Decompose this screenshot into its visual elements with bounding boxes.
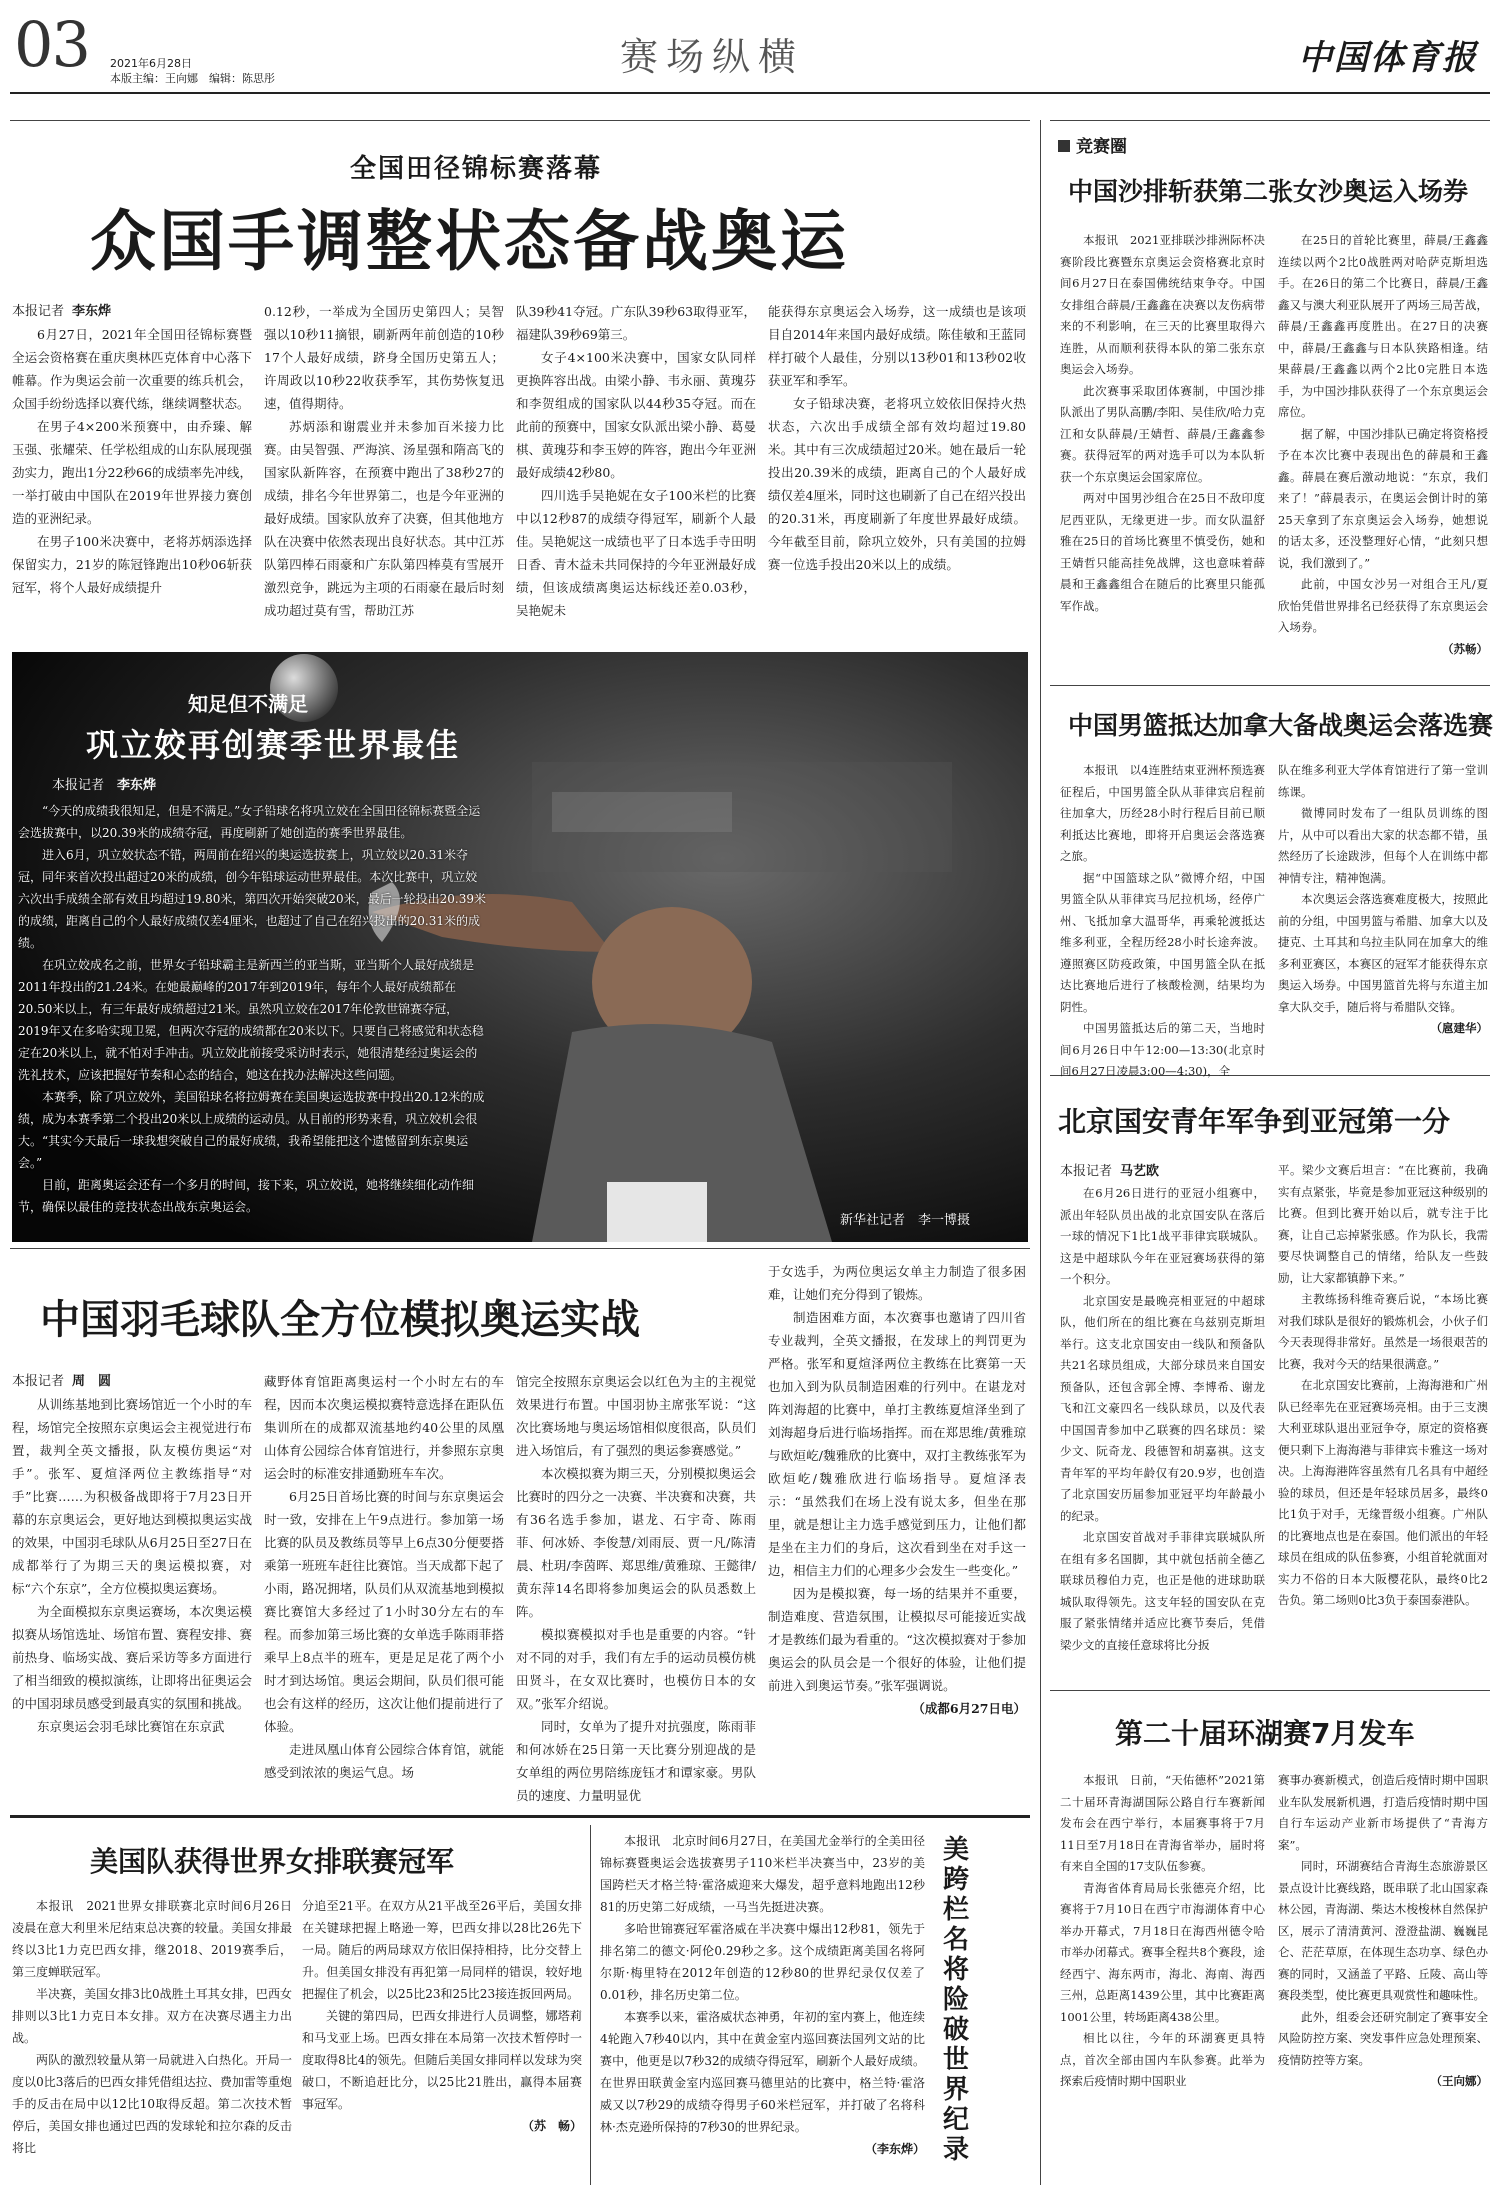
paragraph: 两队的激烈较量从第一局就进入白热化。开局一度以0比3落后的巴西女排凭借组达拉、费加雷等重炮手的反击在局中以12比10取得反超。第二次技术暂停后，美国女排也通过巴西的发球轮和拉尔森的反击将比 — [12, 2053, 292, 2155]
paragraph: 此前，中国女沙另一对组合王凡/夏欣怡凭借世界排名已经获得了东京奥运会入场券。 — [1278, 577, 1488, 634]
volleyball-credit: （苏 畅） — [521, 2119, 582, 2133]
paragraph: 能获得东京奥运会入场券，这一成绩也是该项目自2014年来国内最好成绩。陈佳敏和王蓝同样打破个人最佳，分别以13秒01和13秒02收获亚军和季军。 — [768, 304, 1026, 388]
paragraph: 在男子4×200米预赛中，由乔臻、解玉强、张耀荣、任学松组成的山东队展现强劲实力，跑出1分22秒66的成绩率先冲线，一举打破由中国队在2019年世界接力赛创造的亚洲纪录。 — [12, 419, 252, 526]
hurdles-vertical-headline: 美跨栏名将险破世界纪录 — [942, 1835, 969, 2165]
cycling-credit: （王向娜） — [1430, 2074, 1488, 2088]
photo-credit: 新华社记者 李一博摄 — [839, 1213, 970, 1228]
hurdles-column — [600, 1830, 925, 2185]
masthead — [0, 0, 1500, 100]
paragraph: 本赛季，除了巩立姣外，美国铅球名将拉姆赛在美国奥运选拔赛中投出20.12米的成绩，成为本赛季第二个投出20米以上成绩的运动员。从目前的形势来看，巩立姣机会很大。“其实今天最后一球我想突破自己的最好成绩，我希望能把这个遗憾留到东京奥运会。” — [18, 1090, 485, 1170]
guoan-byline: 本报记者 马艺欧 — [1060, 1164, 1160, 1179]
badminton-column-1 — [12, 1370, 252, 1805]
newspaper-logo: 中国体育报 — [1298, 38, 1478, 78]
masthead-rule — [10, 92, 1490, 94]
paragraph: 本报讯 2021亚排联沙排洲际杯决赛阶段比赛暨东京奥运会资格赛北京时间6月27日在泰国佛统结束争夺。中国女排组合薛晨/王鑫鑫在决赛以友伤病带来的不利影响，在三天的比赛里取得六连胜，从而顺利获得本队的第二张东京奥运会入场券。 — [1060, 233, 1265, 376]
photo-kicker: 知足但不满足 — [188, 692, 308, 716]
divider-bottom-stories — [10, 1815, 1030, 1818]
photo-byline: 本报记者 李东烨 — [52, 778, 157, 793]
paragraph: 在6月26日进行的亚冠小组赛中，派出年轻队员出战的北京国安队在落后一球的情况下1比1战平菲律宾联城队。这是中超球队今年在亚冠赛场获得的第一个积分。 — [1060, 1186, 1265, 1286]
paragraph: 同时，环湖赛结合青海生态旅游景区景点设计比赛线路，既串联了北山国家森林公园，青海湖、柴达木梭梭林自然保护区，展示了清清黄河、澄澄盐湖、巍巍昆仑、茫茫草原，在体现生态功享、绿色办赛的同时，又涵盖了平路、丘陵、高山等赛段类型，使比赛更具观赏性和趣味性。 — [1278, 1859, 1488, 2002]
cycling-headline: 第二十届环湖赛7月发车 — [1115, 1717, 1415, 1750]
photo-story-text — [18, 800, 486, 1218]
page-number: 03 — [14, 8, 89, 81]
paragraph: 目前，距离奥运会还有一个多月的时间，接下来，巩立姣说，她将继续细化动作细节，确保以最佳的竞技状态出战东京奥运会。 — [18, 1178, 475, 1214]
badminton-byline: 本报记者 周 圆 — [12, 1374, 112, 1389]
paragraph: 0.12秒，一举成为全国历史第四人；吴智强以10秒11摘银，刷新两年前创造的10秒17个人最好成绩，跻身全国历史第五人；许周政以10秒22收获季军，其伤势恢复迅速，值得期待。 — [264, 304, 504, 411]
paragraph: 两对中国男沙组合在25日不敌印度尼西亚队，无缘更进一步。而女队温舒雅在25日的首场比赛里不慎受伤，她和王婧哲只能高挂免战牌，这也意味着薛晨和王鑫鑫组合在随后的比赛里只能孤军作战。 — [1060, 491, 1265, 613]
paragraph: 相比以往，今年的环湖赛更具特点，首次全部由国内车队参赛。此举为探索后疫情时期中国职业 — [1060, 2031, 1265, 2088]
lead-kicker: 全国田径锦标赛落幕 — [350, 154, 603, 184]
paragraph: 为全面模拟东京奥运赛场，本次奥运模拟赛从场馆选址、场馆布置、赛程安排、赛前热身、临场实战、赛后采访等多方面进行了相当细致的模拟演练，让即将出征奥运会的中国羽球员感受到最真实的氛围和挑战。 — [12, 1604, 252, 1711]
edition-meta — [110, 56, 275, 86]
paragraph: 女子铅球决赛，老将巩立姣依旧保持火热状态，六次出手成绩全部有效均超过19.80米。其中有三次成绩超过20米。她在最后一轮投出20.39米的成绩，距离自己的个人最好成绩仅差4厘米，同时这也刷新了自己在绍兴投出的20.31米，再度刷新了年度世界最好成绩。今年截至目前，除巩立姣外，只有美国的拉姆赛一位选手投出20米以上的成绩。 — [768, 396, 1026, 572]
section-label: 竞赛圈 — [1058, 132, 1127, 157]
paragraph: 本报讯 日前，“天佑德杯”2021第二十届环青海湖国际公路自行车赛新闻发布会在西宁举行，本届赛事将于7月11日至7月18日在青海省举办，届时将有来自全国的17支队伍参赛。 — [1060, 1773, 1265, 1873]
column-divider-main — [1040, 120, 1041, 2185]
paragraph: 北京国安是最晚亮相亚冠的中超球队，他们所在的组比赛在乌兹别克斯坦举行。这支北京国安由一线队和预备队共21名球员组成，大部分球员来自国安预备队，还包含郭全博、李博希、谢龙飞和江文豪四名一线队球员，以及代表中国国青参加中乙联赛的四名球员：梁少文、阮奇龙、段德智和胡嘉祺。这支青年军的平均年龄仅有20.9岁，也创造了北京国安历届参加亚冠平均年龄最小的纪录。 — [1060, 1293, 1265, 1523]
volleyball-column-1 — [12, 1895, 292, 2185]
paragraph: 此外，组委会还研究制定了赛事安全风险防控方案、突发事件应急处理预案、疫情防控等方案。 — [1278, 2009, 1488, 2067]
divider-top-left — [10, 120, 1030, 121]
paragraph: 本次模拟赛为期三天，分别模拟奥运会比赛时的四分之一决赛、半决赛和决赛，共有36名选手参加，谌龙、石宇奇、陈雨菲、何冰娇、李俊慧/刘雨辰、贾一凡/陈清晨、杜玥/李茵晖、郑思维/黄雅琼、王懿律/黄东萍14名即将参加奥运会的队员悉数上阵。 — [516, 1466, 756, 1619]
sand-volleyball-column-2 — [1278, 230, 1488, 680]
paragraph: 队39秒41夺冠。广东队39秒63取得亚军，福建队39秒69第三。 — [516, 304, 756, 342]
paragraph: 主教练扬科维奇赛后说，“本场比赛对我们球队是很好的锻炼机会，小伙子们今天表现得非常好。虽然是一场很艰苦的比赛，我对今天的结果很满意。” — [1278, 1292, 1488, 1371]
section-title: 赛场纵横 — [620, 35, 805, 79]
paragraph: 平。梁少文赛后坦言：“在比赛前，我确实有点紧张，毕竟是参加亚冠这种级别的比赛。但到比赛开始以后，就专注于比赛，让自己忘掉紧张感。作为队长，我需要尽快调整自己的情绪，给队友一些鼓励，让大家都镇静下来。” — [1278, 1163, 1488, 1285]
divider-top-right — [1050, 120, 1490, 121]
paragraph: 四川选手吴艳妮在女子100米栏的比赛中以12秒87的成绩夺得冠军，刷新个人最佳。吴艳妮这一成绩也平了日本选手寺田明日香、青木益未共同保持的今年亚洲最好成绩，但该成绩离奥运达标线还差0.03秒，吴艳妮未 — [516, 488, 756, 618]
guoan-column-1 — [1060, 1160, 1265, 1685]
paragraph: 女子4×100米决赛中，国家女队同样更换阵容出战。由梁小静、韦永丽、黄瑰芬和李贺组成的国家队以44秒35夺冠。而在此前的预赛中，国家女队派出梁小静、葛曼棋、黄瑰芬和李玉婷的阵容，跑出今年亚洲最好成绩42秒80。 — [516, 350, 756, 480]
lead-column-3 — [516, 300, 756, 640]
sand-volleyball-credit: （苏畅） — [1442, 641, 1488, 656]
basketball-column-1 — [1060, 760, 1265, 1078]
basketball-column-2 — [1278, 760, 1488, 1070]
divider-side-3 — [1050, 1690, 1490, 1691]
paragraph: 青海省体育局局长张德亮介绍，比赛将于7月10日在西宁市海湖体育中心举办开幕式，7月18日在海西州德令哈市举办闭幕式。赛事全程共8个赛段，途经西宁、海东两市，海北、海南、海西三州，总距离1439公里，其中比赛距离1001公里，转场距离438公里。 — [1060, 1880, 1265, 2024]
paragraph: 在男子100米决赛中，老将苏炳添选择保留实力，21岁的陈冠锋跑出10秒06斩获冠军，将个人最好成绩提升 — [12, 534, 252, 595]
sand-volleyball-headline: 中国沙排斩获第二张女沙奥运入场券 — [1068, 177, 1469, 206]
paragraph: 本赛季以来，霍洛威状态神勇，年初的室内赛上，他连续4轮跑入7秒40以内，其中在黄金室内巡回赛法国列文站的比赛中，他更是以7秒32的成绩夺得冠军，刷新个人最好成绩。在世界田联黄金室内巡回赛马德里站的比赛中，格兰特·霍洛威又以7秒29的成绩夺得男子60米栏冠军，并打破了名将科林·杰克逊所保持的7秒30的世界纪录。 — [600, 2010, 925, 2134]
paragraph: 多哈世锦赛冠军霍洛威在半决赛中爆出12秒81，领先于排名第二的德文·阿伦0.29秒之多。这个成绩距离美国名将阿尔斯·梅里特在2012年创造的12秒80的世界纪录仅仅差了0.01秒，排名历史第二位。 — [600, 1922, 925, 2002]
column-divider-bottom — [590, 1825, 591, 2185]
paragraph: 6月25日首场比赛的时间与东京奥运会时一致，安排在上午9点进行。参加第一场比赛的队员及教练员等早上6点30分便要搭乘第一班班车赶往比赛馆。当天成都下起了小雨，路况拥堵，队员们从双流基地到模拟赛比赛馆大多经过了1小时30分左右的车程。而参加第三场比赛的女单选手陈雨菲搭乘早上8点半的班车，更是足足花了两个小时才到达场馆。奥运会期间，队员们很可能也会有这样的经历，这次让他们提前进行了体验。 — [264, 1489, 504, 1734]
divider-side-1 — [1050, 685, 1490, 686]
badminton-dateline: （成都6月27日电） — [912, 1701, 1026, 1716]
paragraph: 馆完全按照东京奥运会以红色为主的主视觉效果进行布置。中国羽协主席张军说：“这次比赛场地与奥运场馆相似度很高，队员们进入场馆后，有了强烈的奥运参赛感觉。” — [516, 1374, 756, 1458]
badminton-column-2 — [264, 1370, 504, 1805]
paragraph: 此次赛事采取团体赛制，中国沙排队派出了男队高鹏/李阳、吴佳欣/哈力克江和女队薛晨/王婧哲、薛晨/王鑫鑫参赛。获得冠军的两对选手可以为本队斩获一个东京奥运会国家席位。 — [1060, 383, 1265, 484]
paragraph: 进入6月，巩立姣状态不错，两周前在绍兴的奥运选拔赛上，巩立姣以20.31米夺冠，同年来首次投出超过20米的成绩，创今年铅球运动世界最佳。本次比赛中，巩立姣六次出手成绩全部有效且均超过19.80米，第四次开始突破20米，最后一轮投出20.39米的成绩，距离自己的个人最好成绩仅差4厘米，也超过了自己在绍兴投出的20.31米的成绩。 — [18, 848, 486, 950]
paragraph: 关键的第四局，巴西女排进行人员调整，娜塔莉和马戈亚上场。巴西女排在本局第一次技术暂停时一度取得8比4的领先。但随后美国女排同样以发球为突破口，不断追赶比分，以25比21胜出，赢得本届赛事冠军。 — [302, 2009, 582, 2111]
lead-headline: 众国手调整状态备战奥运 — [90, 203, 849, 280]
paragraph: 6月27日，2021年全国田径锦标赛暨全运会资格赛在重庆奥林匹克体育中心落下帷幕。作为奥运会前一次重要的练兵机会，众国手纷纷选择以赛代练，继续调整状态。 — [12, 327, 252, 411]
volleyball-headline: 美国队获得世界女排联赛冠军 — [90, 1845, 455, 1878]
square-bullet-icon — [1058, 140, 1070, 152]
paragraph: 东京奥运会羽毛球比赛馆在东京武 — [37, 1719, 225, 1734]
paragraph: 在25日的首轮比赛里，薛晨/王鑫鑫连续以两个2比0战胜两对哈萨克斯坦选手。在26日的第二个比赛日，薛晨/王鑫鑫又与澳大利亚队展开了两场三局苦战，薛晨/王鑫鑫再度胜出。在27日的决赛中，薛晨/王鑫鑫与日本队狭路相逢。结果薛晨/王鑫鑫以两个2比0完胜日本选手，为中国沙排队获得了一个东京奥运会席位。 — [1278, 233, 1488, 419]
cycling-column-1 — [1060, 1770, 1265, 2185]
badminton-column-4 — [768, 1260, 1026, 1805]
paragraph: 分追至21平。在双方从21平战至26平后，美国女排在关键球把握上略逊一筹，巴西女排以28比26先下一局。随后的两局球双方依旧保持相持，比分交替上升。但美国女排没有再犯第一局同样的错误，较好地把握住了机会，以25比23和25比23接连扳回两局。 — [302, 1899, 582, 2001]
paragraph: 中国男篮抵达后的第二天，当地时间6月26日中午12:00—13:30(北京时间6月27日凌晨3:00—4:30)，全 — [1060, 1021, 1265, 1078]
paragraph: 本报讯 2021世界女排联赛北京时间6月26日凌晨在意大利里米尼结束总决赛的较量。美国女排最终以3比1力克巴西女排，继2018、2019赛季后，第三度蝉联冠军。 — [12, 1899, 292, 1979]
lead-column-2 — [264, 300, 504, 640]
guoan-column-2 — [1278, 1160, 1488, 1685]
basketball-credit: （扈建华） — [1430, 1021, 1488, 1035]
cycling-column-2 — [1278, 1770, 1488, 2185]
paragraph: 本报讯 北京时间6月27日，在美国尤金举行的全美田径锦标赛暨奥运会选拔赛男子110米栏半决赛当中，23岁的美国跨栏天才格兰特·霍洛威迎来大爆发，超乎意料地跑出12秒81的历史第二好成绩，一马当先挺进决赛。 — [600, 1834, 925, 1914]
badminton-column-3 — [516, 1370, 756, 1805]
paragraph: 从训练基地到比赛场馆近一个小时的车程，场馆完全按照东京奥运会主视觉进行布置，裁判全英文播报，队友模仿奥运“对手”。张军、夏煊泽两位主教练指导“对手”比赛……为积极备战即将于7月23日开幕的东京奥运会，更好地达到模拟奥运实战的效果，中国羽毛球队从6月25日至27日在成都举行了为期三天的奥运模拟赛，对标“六个东京”，全方位模拟奥运赛场。 — [12, 1397, 252, 1596]
photo-headline: 巩立姣再创赛季世界最佳 — [86, 726, 461, 764]
sand-volleyball-column-1 — [1060, 230, 1265, 680]
hurdles-credit: （李东烨） — [864, 2142, 925, 2156]
paragraph: 北京国安首战对手菲律宾联城队所在组有多名国脚，其中就包括前全德乙联球员穆伯力克，也正是他的进球助联城队取得领先。这支年轻的国安队在克服了紧张情绪并适应比赛节奏后，凭借梁少文的直接任意球将比分扳 — [1060, 1530, 1265, 1652]
issue-date: 2021年6月28日 — [110, 57, 192, 70]
shot-put-photo — [12, 652, 1028, 1242]
paragraph: 走进凤凰山体育公园综合体育馆，就能感受到浓浓的奥运气息。场 — [264, 1742, 504, 1780]
paragraph: “今天的成绩我很知足，但是不满足。”女子铅球名将巩立姣在全国田径锦标赛暨全运会选拔赛中，以20.39米的成绩夺冠，再度刷新了她创造的赛季世界最佳。 — [18, 804, 481, 840]
paragraph: 于女选手，为两位奥运女单主力制造了很多困难，让她们充分得到了锻炼。 — [768, 1264, 1026, 1302]
lead-column-4 — [768, 300, 1026, 640]
paragraph: 队在维多利亚大学体育馆进行了第一堂训练课。 — [1278, 763, 1488, 799]
lead-byline: 本报记者 李东烨 — [12, 304, 112, 319]
lead-column-1 — [12, 300, 252, 640]
paragraph: 因为是模拟赛，每一场的结果并不重要，制造难度、营造氛围，让模拟尽可能接近实战才是教练们最为看重的。“这次模拟赛对于参加奥运会的队员会是一个很好的体验，让他们提前进入到奥运节奏。”张军强调说。 — [768, 1586, 1026, 1693]
paragraph: 据“中国篮球之队”微博介绍，中国男篮全队从菲律宾马尼拉机场，经停广州、飞抵加拿大温哥华，再乘轮渡抵达维多利亚，全程历经28小时长途奔波。遵照赛区防疫政策，中国男篮全队在抵达比赛地后进行了核酸检测，结果均为阴性。 — [1060, 870, 1265, 1014]
volleyball-column-2 — [302, 1895, 582, 2185]
badminton-headline: 中国羽毛球队全方位模拟奥运实战 — [40, 1297, 640, 1343]
paragraph: 在北京国安比赛前，上海海港和广州队已经率先在亚冠赛场亮相。由于三支澳大利亚球队退出亚冠争夺，原定的资格赛便只剩下上海海港与菲律宾卡雅这一场对决。上海海港阵容虽然有几名具有中超经验的球员，但还是年轻球员居多，最终0比1负于对手，无缘晋级小组赛。广州队的比赛地点也是在泰国。他们派出的年轻球员在组成的队伍参赛，小组首轮就面对实力不俗的日本大阪樱花队，最终0比2告负。第二场则0比3负于泰国泰港队。 — [1278, 1378, 1488, 1607]
paragraph: 半决赛，美国女排3比0战胜土耳其女排，巴西女排则以3比1力克日本女排。双方在决赛尽遇主力出战。 — [12, 1987, 292, 2045]
paragraph: 微博同时发布了一组队员训练的图片，从中可以看出大家的状态都不错，虽然经历了长途跋涉，但每个人在训练中都神情专注，精神饱满。 — [1278, 806, 1488, 885]
paragraph: 赛事办赛新模式，创造后疫情时期中国职业车队发展新机遇，打造后疫情时期中国自行车运动产业新市场提供了“青海方案”。 — [1278, 1773, 1488, 1852]
paragraph: 在巩立姣成名之前，世界女子铅球霸主是新西兰的亚当斯，亚当斯个人最好成绩是2011年投出的21.24米。在她最巅峰的2017年到2019年，每年个人最好成绩都在20.50米以上，有三年最好成绩超过21米。虽然巩立姣在2017年伦敦世锦赛夺冠，2019年又在多哈实现卫冕，但两次夺冠的成绩都在20米以下。只要自己将感觉和状态稳定在20米以上，就不怕对手冲击。巩立姣此前接受采访时表示，她很清楚经过奥运会的洗礼技术，应该把握好节奏和心态的结合，她这在找办法解决这些问题。 — [18, 958, 484, 1082]
paragraph: 据了解，中国沙排队已确定将资格授予在本次比赛中表现出色的薛晨和王鑫鑫。薛晨在赛后激动地说：“东京，我们来了！”薛晨表示，在奥运会倒计时的第25天拿到了东京奥运会入场券，她想说的话太多，还没整理好心情，“此刻只想说，我们激到了。” — [1278, 426, 1488, 570]
basketball-headline: 中国男篮抵达加拿大备战奥运会落选赛 — [1068, 711, 1494, 740]
paragraph: 同时，女单为了提升对抗强度，陈雨菲和何冰娇在25日第一天比赛分别迎战的是女单组的两位男陪练庞钰才和谭家豪。男队员的速度、力量明显优 — [516, 1719, 756, 1803]
paragraph: 本报讯 以4连胜结束亚洲杯预选赛征程后，中国男篮全队从菲律宾启程前往加拿大，历经28小时行程后目前已顺利抵达比赛地，即将开启奥运会落选赛之旅。 — [1060, 763, 1265, 863]
paragraph: 藏野体育馆距离奥运村一个小时左右的车程，因而本次奥运模拟赛特意选择在距队伍集训所在的成都双流基地约40公里的凤凰山体育公园综合体育馆进行，并参照东京奥运会时的标准安排通勤班车车次。 — [264, 1374, 504, 1481]
paragraph: 模拟赛模拟对手也是重要的内容。“针对不同的对手，我们有左手的运动员模仿桃田贤斗，在女双比赛时，也模仿日本的女双。”张军介绍说。 — [516, 1627, 756, 1711]
editor-credits: 本版主编：王向娜 编辑：陈思彤 — [110, 72, 275, 85]
divider-photo-bottom — [10, 1248, 1030, 1249]
paragraph: 制造困难方面，本次赛事也邀请了四川省专业裁判，全英文播报，在发球上的判罚更为严格。张军和夏煊泽两位主教练在比赛第一天也加入到为队员制造困难的行列中。在谌龙对阵刘海超的比赛中，单打主教练夏煊泽坐到了刘海超身后进行临场指挥。而在郑思维/黄雅琼与欧烜屹/魏雅欣的比赛中，双打主教练张军为欧烜屹/魏雅欣进行临场指导。夏煊泽表示：“虽然我们在场上没有说太多，但坐在那里，就是想让主力选手感觉到压力，让他们都是坐在主力们的身后，这次看到坐在对手这一边，相信主力们的心理多少会发生一些变化。” — [768, 1310, 1026, 1578]
paragraph: 苏炳添和谢震业并未参加百米接力比赛。由吴智强、严海滨、汤星强和隋高飞的国家队新阵容，在预赛中跑出了38秒27的成绩，排名今年世界第二，也是今年亚洲的最好成绩。国家队放弃了决赛，但其他地方队在决赛中依然表现出良好状态。其中江苏队第四棒石雨豪和广东队第四棒莫有雪展开激烈竞争，跳远为主项的石雨豪在最后时刻成功超过莫有雪，帮助江苏 — [264, 419, 504, 618]
guoan-headline: 北京国安青年军争到亚冠第一分 — [1058, 1105, 1451, 1138]
paragraph: 本次奥运会落选赛难度极大，按照此前的分组，中国男篮与希腊、加拿大以及捷克、土耳其和乌拉圭队同在加拿大的维多利亚赛区，本赛区的冠军才能获得东京奥运入场券。中国男篮首先将与东道主加拿大队交手，随后将与希腊队交锋。 — [1278, 892, 1488, 1014]
